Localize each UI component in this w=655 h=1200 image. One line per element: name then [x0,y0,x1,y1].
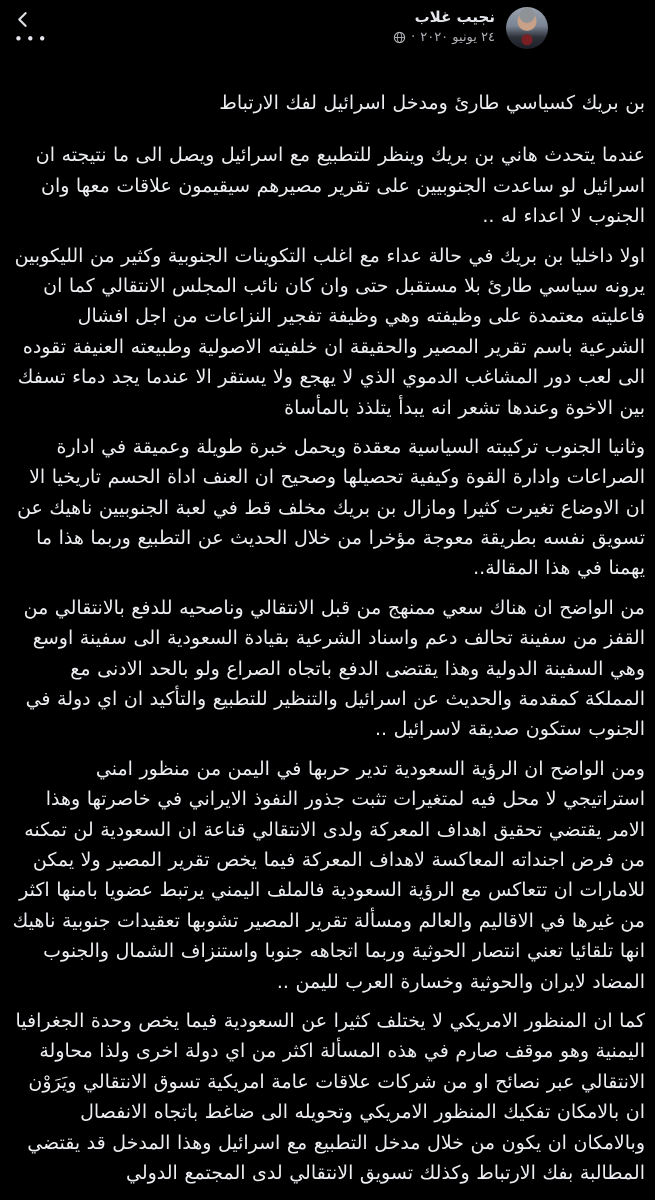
post-meta [393,31,495,44]
post-date: ٢٤ يونيو ٢٠٢٠ [420,29,495,45]
post-title: بن بريك كسياسي طارئ ومدخل اسرائيل لفك الارتباط [219,92,645,114]
avatar[interactable] [506,7,548,49]
post-paragraph: كما ان المنظور الامريكي لا يختلف كثيرا عن السعودية فيما يخص وحدة الجغرافيا اليمنية وهو موقف صارم في هذه المسألة اكثر من اي دولة اخرى ولذا محاولة الانتقالي عبر نصائح او من شركات علاقات عامة امريكية تسوق الانتقالي ويَرَوْن ان بالامكان تفكيك المنظور الامريكي وتحويله الى ضاغط باتجاه الانفصال وبالامكان ان يكون من خلال مدخل التطبيع مع اسرائيل وهذا المدخل قد يقتضي المطالبة بفك الارتباط وكذلك تسويق الانتقالي لدى المجتمع الدولي [15,1009,645,1184]
post-paragraph: من الواضح ان هناك سعي ممنهج من قبل الانتقالي وناصحيه للدفع بالانتقالي من القفز من سفينة تحالف دعم واسناد الشرعية بقيادة السعودية الى سفينة اوسع وهي السفينة الدولية وهذا يقتضى الدفع باتجاه الصراع ولو بالحد الادنى مع المملكة كمقدمة والحديث عن اسرائيل والتنظير للتطبيع والتأكيد ان اي دولة في الجنوب ستكون صديقة لاسرائيل .. [23,596,645,741]
post-paragraph: عندما يتحدث هاني بن بريك وينظر للتطبيع مع اسرائيل ويصل الى ما نتيجته ان اسرائيل لو ساعدت الجنوبيين على تقرير مصيرهم سيقيمون علاقات معها وان الجنوب لا اعداء له .. [35,144,645,228]
author-cluster [393,7,548,49]
post-content [0,64,655,1188]
post-paragraph: اولا داخليا بن بريك في حالة عداء مع اغلب التكوينات الجنوبية وكثير من الليكوبين يرونه سياسي طارئ بلا مستقبل حتى وان كان نائب المجلس الانتقالي كما ان فاعليته معتمدة على وظيفته وهي وظيفة تفجير النزاعات من اجل افشال الشرعية باسم تقرير المصير والحقيقة ان خلفيته الاصولية وطبيعته العنيفة تقوده الى لعب دور المشاغب الدموي الذي لا يهجع ولا يستقر الا عندما يجد دماء تسفك بين الاخوة وعندها تشعر انه يبدأ يتلذذ بالمأساة [14,244,645,419]
more-options-button[interactable]: ••• [14,30,50,48]
author-name[interactable]: نجيب غلاب [414,8,495,26]
author-texts [393,7,495,44]
globe-privacy-icon [393,31,406,44]
post-paragraph: وثانيا الجنوب تركيبته السياسية معقدة ويحمل خبرة طويلة وعميقة في ادارة الصراعات وادارة القوة وكيفية تحصيلها وصحيح ان العنف اداة الحسم تاريخيا الا ان الاوضاع تغيرت كثيرا ومازال بن بريك مخلف قط في لعبة الجنوبيين ناهيك عن تسويق نفسه بطريقة معوجة مؤخرا من خلال الحديث عن التطبيع وربما هذا ما يهمنا في هذا المقالة.. [17,435,645,580]
post-paragraph: ومن الواضح ان الرؤية السعودية تدير حربها في اليمن من منظور امني استراتيجي لا محل فيه لمتغيرات تثبت جذور النفوذ الايراني في خاصرتها وهذا الامر يقتضي تحقيق اهداف المعركة ولدى الانتقالي قناعة ان السعودية لن تمكنه من فرض اجنداته المعاكسة لاهداف المعركة فيما يخص تقرير المصير ولا يمكن للامارات ان تتعاكس مع الرؤية السعودية فالملف اليمني يرتبط عضويا بامنها اكثر من غيرها في الاقاليم والعالم ومسألة تقرير المصير تشوبها تعقيدات جنوبية ناهيك انها تلقائيا تعني انتصار الحوثية وربما اتجاهه جنوبا واستنزاف الشمال والجنوب المضاد لايران والحوثية وخسارة العرب لليمن .. [12,757,645,993]
chevron-left-icon [15,11,32,32]
meta-separator: · [411,29,416,45]
post-header [0,0,655,64]
